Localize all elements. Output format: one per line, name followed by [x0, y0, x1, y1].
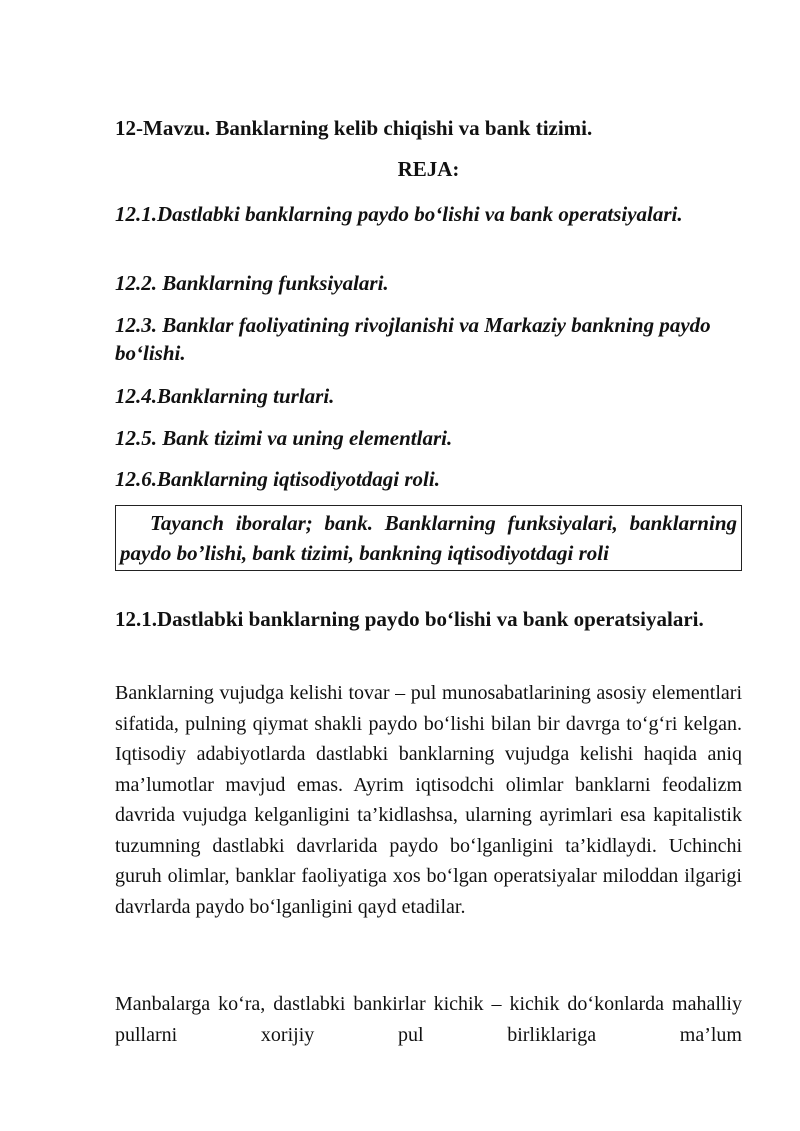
section-heading: 12.1.Dastlabki banklarning paydo bo‘lishi va bank operatsiyalari.: [115, 607, 704, 631]
plan-item: 12.2. Banklarning funksiyalari.: [115, 271, 389, 295]
keywords-text: Tayanch iboralar; bank. Banklarning funksiyalari, banklarning paydo bo’lishi, bank tizimi, bankning iqtisodiyotdagi roli: [120, 511, 737, 565]
plan-item: 12.6.Banklarning iqtisodiyotdagi roli.: [115, 467, 440, 491]
plan-item: 12.5. Bank tizimi va uning elementlari.: [115, 426, 453, 450]
plan-item: 12.4.Banklarning turlari.: [115, 384, 335, 408]
plan-heading: REJA:: [397, 157, 460, 181]
plan-item: 12.1.Dastlabki banklarning paydo bo‘lishi va bank operatsiyalari.: [115, 202, 683, 226]
body-paragraph: Manbalarga ko‘ra, dastlabki bankirlar kichik – kichik do‘konlarda mahalliy pullarni xorijiy pul birliklariga ma’lum: [115, 993, 742, 1046]
keywords-box: [115, 505, 742, 571]
page-title: 12-Mavzu. Banklarning kelib chiqishi va bank tizimi.: [115, 116, 593, 140]
plan-item: 12.3. Banklar faoliyatining rivojlanishi va Markaziy bankning paydo bo‘lishi.: [115, 313, 711, 365]
body-paragraph: Banklarning vujudga kelishi tovar – pul munosabatlarining asosiy elementlari sifatida, pulning qiymat shakli paydo bo‘lishi bilan bir davrga to‘g‘ri kelgan. Iqtisodiy adabiyotlarda dastlabki banklarning vujudga kelishi haqida aniq ma’lumotlar mavjud emas. Ayrim iqtisodchi olimlar banklarni feodalizm davrida vujudga kelganligini ta’kidlashsa, ularning ayrimlari esa kapitalistik tuzumning dastlabki davrlarida paydo bo‘lganligini ta’kidlaydi. Uchinchi guruh olimlar, banklar faoliyatiga xos bo‘lgan operatsiyalar miloddan ilgarigi davrlarda paydo bo‘lganligini qayd etadilar.: [115, 682, 742, 918]
